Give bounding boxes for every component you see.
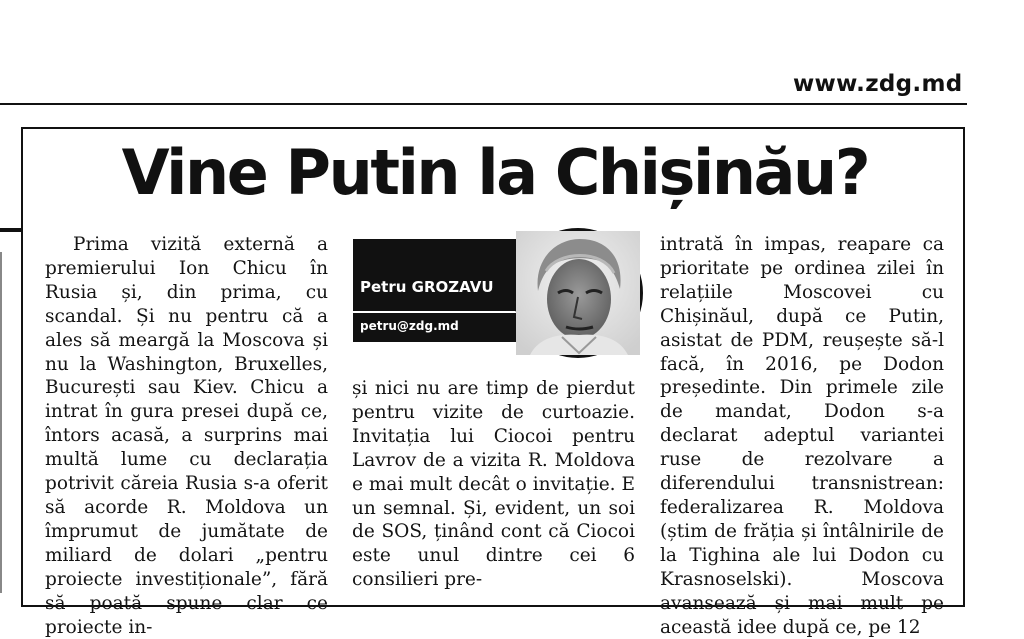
edge-mark (0, 228, 22, 232)
author-name: Petru GROZAVU (360, 278, 494, 296)
author-photo (513, 228, 643, 358)
header-rule (0, 103, 967, 105)
article-column-3 (660, 233, 944, 638)
site-url: www.zdg.md (793, 71, 963, 97)
byline-divider (353, 311, 523, 313)
column-3-text: intrată în impas, reapare ca prioritate pe ordinea zilei în relațiile Moscovei cu Chișinăul, după ce Putin, asistat de PDM, reușește să-l facă, în 2016, pe Dodon președinte. Din primele zile de mandat, Dodon s-a declarat adeptul variantei ruse de rezolvare a diferendului transnistrean: federalizarea R. Moldova (știm de frăția și întâlnirile de la Tighina ale lui Dodon cu Krasnoselski). Moscova avansează și mai mult pe această idee după ce, pe 12 (660, 234, 944, 638)
headline: Vine Putin la Chișinău? (121, 136, 869, 209)
column-1-text: Prima vizită externă a premierului Ion Chicu în Rusia și, din prima, cu scandal. Și nu pentru că a ales să meargă la Moscova și nu la Washington, Bruxelles, București sau Kiev. Chicu a intrat în gura presei după ce, întors acasă, a surprins mai multă lume cu declarația potrivit căreia Rusia s-a oferit să acorde R. Moldova un împrumut de jumătate de miliard de dolari „pentru proiecte investiționale”, fără să poată spune clar ce proiecte in- (45, 234, 328, 638)
article-column-2 (352, 377, 635, 593)
author-email[interactable]: petru@zdg.md (360, 319, 459, 333)
article-column-1 (45, 233, 328, 638)
author-portrait-icon (516, 231, 640, 355)
edge-rule (0, 252, 2, 593)
column-2-text: și nici nu are timp de pierdut pentru vizite de curtoazie. Invitația lui Ciocoi pentru Lavrov de a vizita R. Moldova e mai mult decât o invitație. E un semnal. Și, evident, un soi de SOS, ținând cont că Ciocoi este unul dintre cei 6 consilieri pre- (352, 378, 635, 591)
